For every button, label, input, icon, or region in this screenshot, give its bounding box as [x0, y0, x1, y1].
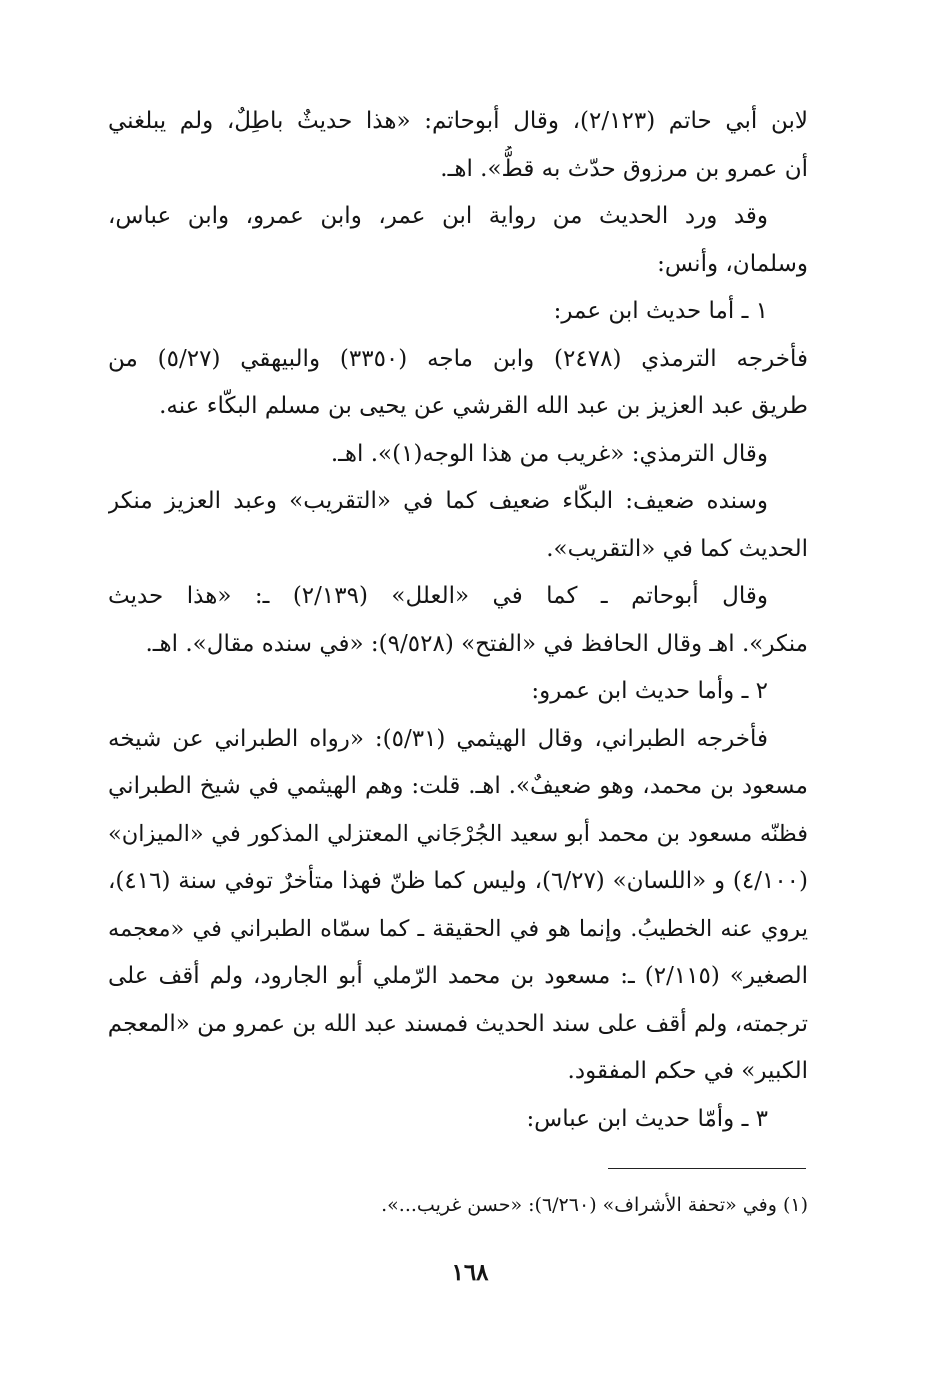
section-heading: ١ ـ أما حديث ابن عمر: [553, 298, 768, 324]
text-line: طريق عبد العزيز بن عبد الله القرشي عن يحيى بن مسلم البكّاء عنه. [159, 393, 808, 419]
text-line: وسلمان، وأنس: [657, 250, 808, 277]
text-line: أن عمرو بن مرزوق حدّث به قطُّ». اهـ. [440, 155, 808, 182]
text-line: وسنده ضعيف: البكّاء ضعيف كما في «التقريب» وعبد العزيز منكر [108, 488, 768, 514]
text-line: يروي عنه الخطيبُ. وإنما هو في الحقيقة ـ كما سمّاه الطبراني في «معجمه [108, 915, 808, 942]
text-line: لابن أبي حاتم (٢/١٢٣)، وقال أبوحاتم: «هذا حديثٌ باطِلٌ، ولم يبلغني [108, 108, 808, 134]
text-line: (٤/١٠٠) و «اللسان» (٦/٢٧)، وليس كما ظنّ فهذا متأخرٌ توفي سنة (٤١٦)، [108, 868, 808, 894]
page-number: ١٦٨ [451, 1259, 489, 1286]
text-line: فأخرجه الطبراني، وقال الهيثمي (٥/٣١): «رواه الطبراني عن شيخه [108, 725, 768, 752]
text-line: فأخرجه الترمذي (٢٤٧٨) وابن ماجه (٣٣٥٠) والبيهقي (٥/٢٧) من [108, 345, 808, 372]
text-line: ترجمته، ولم أقف على سند الحديث فمسند عبد الله بن عمرو من «المعجم [108, 1010, 808, 1037]
text-line: وقال أبوحاتم ـ كما في «العلل» (٢/١٣٩) ـ: «هذا حديث [108, 583, 768, 609]
footnote-divider [608, 1168, 806, 1169]
section-heading: ٣ ـ وأمّا حديث ابن عباس: [526, 1105, 768, 1132]
footnote: (١) وفي «تحفة الأشراف» (٦/٢٦٠): «حسن غريب...». [381, 1194, 808, 1216]
text-line: مسعود بن محمد، وهو ضعيفٌ». اهـ. قلت: وهم الهيثمي في شيخ الطبراني [108, 773, 808, 799]
text-line: وقد ورد الحديث من رواية ابن عمر، وابن عمرو، وابن عباس، [108, 203, 768, 229]
text-line: وقال الترمذي: «غريب من هذا الوجه(١)». اهـ. [330, 440, 768, 467]
text-line: منكر». اهـ وقال الحافظ في «الفتح» (٩/٥٢٨): «في سنده مقال». اهـ. [145, 630, 808, 657]
text-line: الصغير» (٢/١١٥) ـ: مسعود بن محمد الرّملي أبو الجارود، ولم أقف على [108, 963, 808, 989]
text-line: الحديث كما في «التقريب». [546, 535, 808, 562]
main-text [108, 98, 808, 1143]
text-line: الكبير» في حكم المفقود. [567, 1058, 808, 1084]
section-heading: ٢ ـ وأما حديث ابن عمرو: [531, 678, 768, 704]
text-line: فظنّه مسعود بن محمد أبو سعيد الجُرْجَاني المعتزلي المذكور في «الميزان» [108, 820, 808, 847]
